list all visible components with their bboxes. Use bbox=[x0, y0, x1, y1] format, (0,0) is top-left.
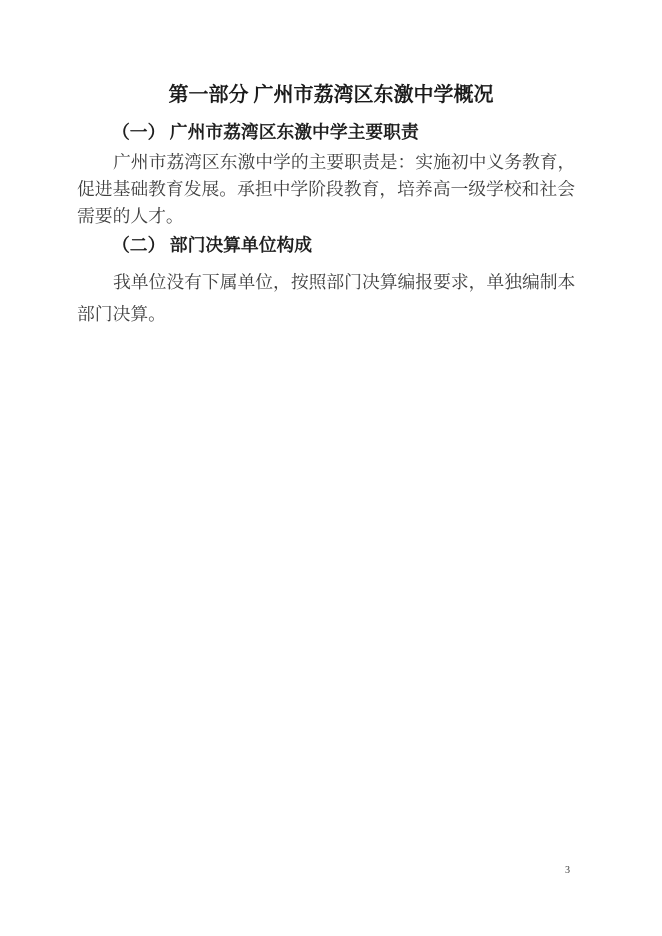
paragraph-line: 需要的人才。 bbox=[77, 206, 184, 226]
section-heading-1: （一） 广州市荔湾区东激中学主要职责 bbox=[112, 122, 419, 142]
paragraph-line: 我单位没有下属单位，按照部门决算编报要求，单独编制本 bbox=[113, 272, 576, 292]
paragraph-line: 部门决算。 bbox=[77, 304, 166, 324]
section-heading-2: （二） 部门决算单位构成 bbox=[112, 235, 313, 255]
document-title: 第一部分 广州市荔湾区东激中学概况 bbox=[168, 84, 494, 106]
paragraph-line: 广州市荔湾区东激中学的主要职责是：实施初中义务教育， bbox=[113, 152, 576, 172]
paragraph-line: 促进基础教育发展。承担中学阶段教育，培养高一级学校和社会 bbox=[77, 179, 575, 199]
page-number: 3 bbox=[565, 865, 570, 876]
